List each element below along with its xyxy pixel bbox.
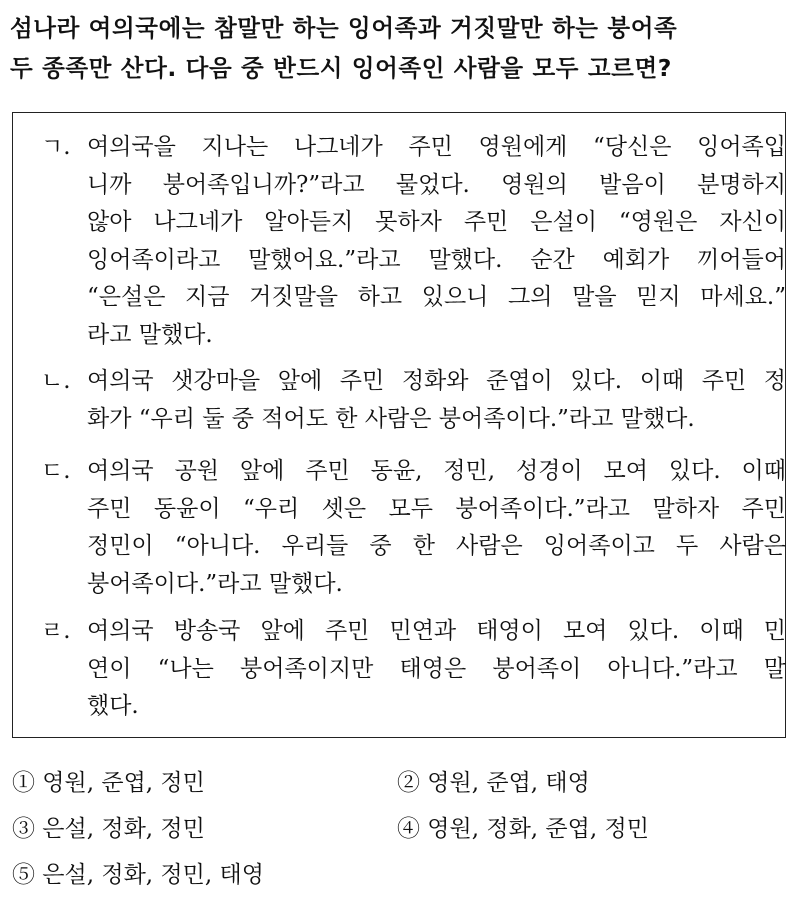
statement-line: 잉어족이라고 말했어요.”라고 말했다. 순간 예회가 끼어들어 xyxy=(87,246,786,273)
statement-line: 했다. xyxy=(87,693,139,720)
statement-line: 붕어족이다.”라고 말했다. xyxy=(87,570,343,597)
question-line: 섬나라 여의국에는 참말만 하는 잉어족과 거짓말만 하는 붕어족 xyxy=(10,14,678,42)
statement-digeut xyxy=(41,453,786,603)
choice-2[interactable]: ② 영원, 준엽, 태영 xyxy=(397,770,590,796)
statement-marker: ㄹ. xyxy=(41,618,71,644)
choice-1[interactable]: ① 영원, 준엽, 정민 xyxy=(12,770,205,796)
statement-line: 여의국 공원 앞에 주민 동윤, 정민, 성경이 모여 있다. 이때 xyxy=(87,458,786,484)
choice-3[interactable]: ③ 은설, 정화, 정민 xyxy=(12,816,205,842)
statement-line: 여의국 샛강마을 앞에 주민 정화와 준엽이 있다. 이때 주민 정 xyxy=(87,368,786,394)
statement-line: “은설은 지금 거짓말을 하고 있으니 그의 말을 믿지 마세요.” xyxy=(87,284,786,311)
statement-line: 니까 붕어족입니까?”라고 물었다. 영원의 발음이 분명하지 xyxy=(87,171,786,198)
statements-box xyxy=(12,112,786,738)
statement-line: 정민이 “아니다. 우리들 중 한 사람은 잉어족이고 두 사람은 xyxy=(87,533,786,560)
statement-nieun xyxy=(41,363,786,438)
statement-line: 여의국 방송국 앞에 주민 민연과 태영이 모여 있다. 이때 민 xyxy=(87,618,786,644)
question-text xyxy=(10,8,795,88)
question-line: 두 종족만 산다. 다음 중 반드시 잉어족인 사람을 모두 고르면? xyxy=(10,54,673,82)
statement-marker: ㄷ. xyxy=(41,458,71,484)
statement-line: 연이 “나는 붕어족이지만 태영은 붕어족이 아니다.”라고 말 xyxy=(87,655,786,682)
statement-line: 화가 “우리 둘 중 적어도 한 사람은 붕어족이다.”라고 말했다. xyxy=(87,405,695,432)
statement-marker: ㄴ. xyxy=(41,368,71,394)
statement-line: 여의국을 지나는 나그네가 주민 영원에게 “당신은 잉어족입 xyxy=(87,134,786,160)
statement-line: 주민 동윤이 “우리 셋은 모두 붕어족이다.”라고 말하자 주민 xyxy=(87,495,786,522)
statement-line: 라고 말했다. xyxy=(87,321,213,348)
choice-4[interactable]: ④ 영원, 정화, 준엽, 정민 xyxy=(397,816,649,842)
statement-marker: ㄱ. xyxy=(41,134,71,160)
statement-line: 않아 나그네가 알아듣지 못하자 주민 은설이 “영원은 자신이 xyxy=(87,209,786,236)
statement-rieul xyxy=(41,613,786,726)
choice-5[interactable]: ⑤ 은설, 정화, 정민, 태영 xyxy=(12,862,264,888)
statement-giyeok xyxy=(41,129,786,355)
